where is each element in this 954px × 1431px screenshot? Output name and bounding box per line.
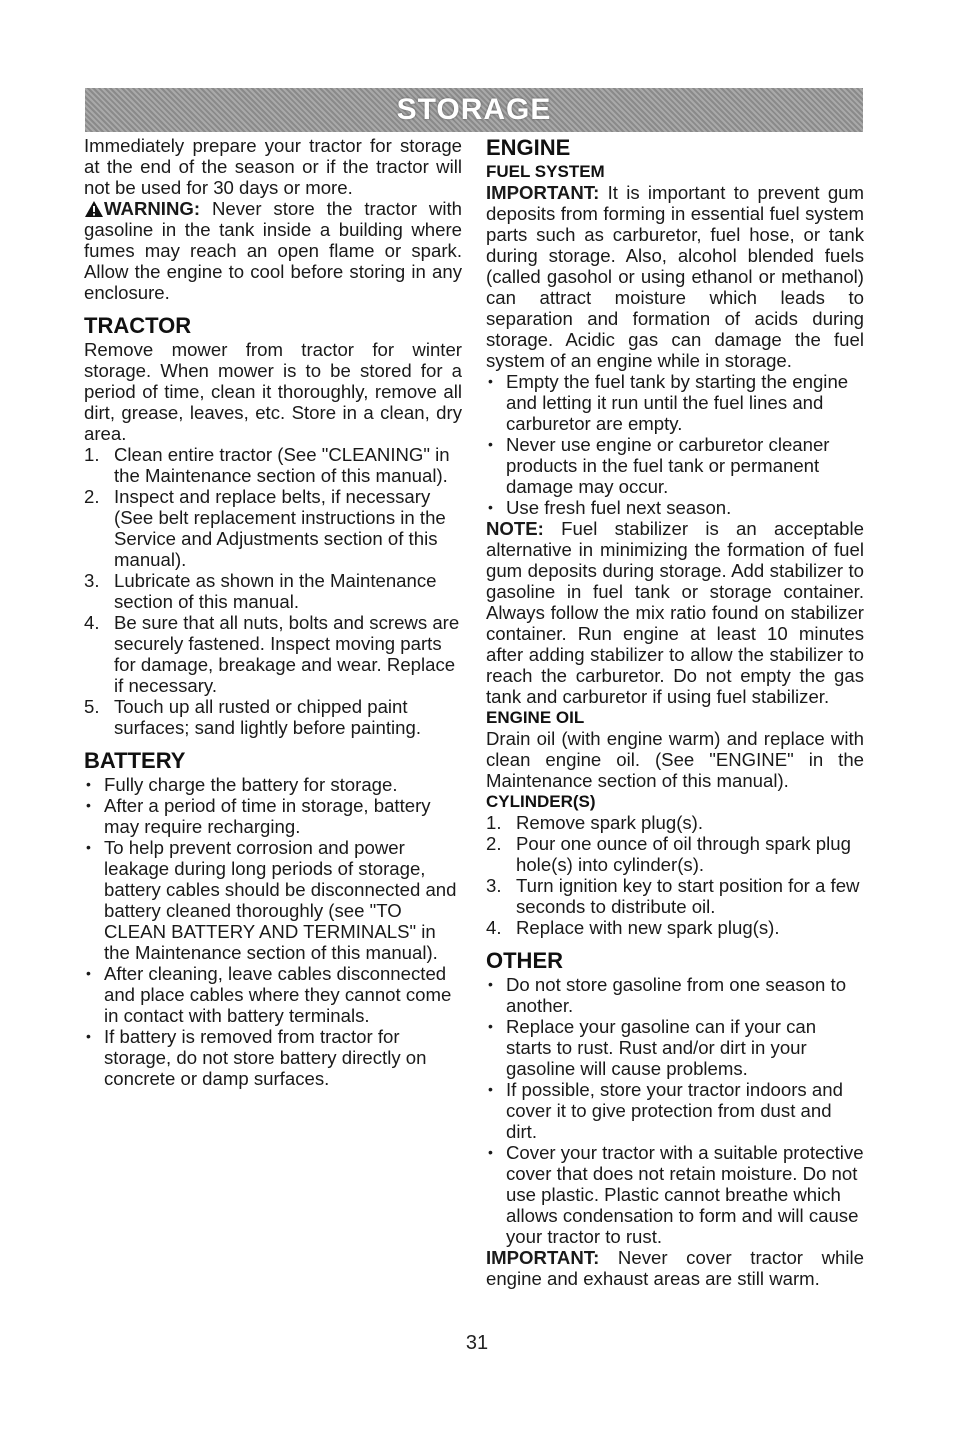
list-item: • Empty the fuel tank by starting the engine and letting it run until the fuel lines and carburetor are empty. (486, 371, 864, 434)
warning-paragraph (84, 198, 462, 303)
intro-paragraph: Immediately prepare your tractor for storage at the end of the season or if the tractor will not be used for 30 days or more. (84, 135, 462, 198)
other-heading: OTHER (486, 948, 563, 973)
warning-label: WARNING: (104, 198, 201, 219)
left-column (84, 135, 462, 1089)
fuel-important-paragraph: IMPORTANT: It is important to prevent gum deposits from forming in essential fuel system parts such as carburetor, fuel hose, or tank during storage. Also, alcohol blended fuels (called gasohol or using ethanol or methanol) can attract moisture which leads to separation and formation of acids during storage. Acidic gas can damage the fuel system of an engine while in storage. (486, 182, 864, 371)
list-item: 4. Replace with new spark plug(s). (486, 917, 780, 938)
battery-heading: BATTERY (84, 748, 186, 773)
tractor-steps (84, 444, 462, 738)
engine-heading: ENGINE (486, 135, 571, 160)
list-item: • Cover your tractor with a suitable protective cover that does not retain moisture. Do not use plastic. Plastic cannot breathe which allows condensation to form and will cause your tractor to rust. (486, 1142, 864, 1247)
list-item: • If battery is removed from tractor for storage, do not store battery directly on concrete or damp surfaces. (84, 1026, 462, 1089)
warning-text: Never store the tractor with gasoline in the tank inside a building where fumes may reach an open flame or spark. Allow the engine to cool before storing in any enclosure. (84, 198, 462, 303)
list-item: 3. Lubricate as shown in the Maintenance section of this manual. (84, 570, 437, 612)
cylinders-steps (486, 812, 864, 938)
page-title: STORAGE (396, 93, 552, 126)
right-column (486, 135, 864, 1289)
list-item: • To help prevent corrosion and power leakage during long periods of storage, battery cables should be disconnected and battery cleaned thoroughly (see "TO CLEAN BATTERY AND TERMINALS" in the Maintenance section of this manual). (84, 837, 462, 963)
list-item: • Use fresh fuel next season. (486, 497, 864, 518)
list-item: • Replace your gasoline can if your can starts to rust. Rust and/or dirt in your gasoline will cause problems. (486, 1016, 864, 1079)
list-item: 1. Remove spark plug(s). (486, 812, 704, 833)
engine-oil-heading: ENGINE OIL (486, 708, 585, 727)
other-list (486, 974, 864, 1247)
page-number: 31 (465, 1332, 489, 1354)
tractor-heading: TRACTOR (84, 313, 192, 338)
list-item: • After cleaning, leave cables disconnected and place cables where they cannot come in contact with battery terminals. (84, 963, 462, 1026)
fuel-system-list (486, 371, 864, 518)
warning-icon (84, 200, 104, 218)
fuel-system-heading: FUEL SYSTEM (486, 162, 605, 181)
section-banner (85, 88, 863, 132)
fuel-note-paragraph: NOTE: Fuel stabilizer is an acceptable alternative in minimizing the formation of fuel gum deposits during storage. Add stabilizer to gasoline in fuel tank or storage container. Always follow the mix ratio found on stabilizer container. Run engine at least 10 minutes after adding stabilizer to allow the stabilizer to reach the carburetor. Do not empty the gas tank and carburetor if using fuel stabilizer. (486, 518, 864, 707)
tractor-paragraph: Remove mower from tractor for winter storage. When mower is to be stored for a period of time, clean it thoroughly, remove all dirt, grease, leaves, etc. Store in a clean, dry area. (84, 339, 462, 444)
list-item: 1. Clean entire tractor (See "CLEANING" in the Maintenance section of this manual). (84, 444, 450, 486)
list-item: 3. Turn ignition key to start position for a few seconds to distribute oil. (486, 875, 860, 917)
list-item: 5. Touch up all rusted or chipped paint surfaces; sand lightly before painting. (84, 696, 421, 738)
list-item: • Never use engine or carburetor cleaner products in the fuel tank or permanent damage may occur. (486, 434, 864, 497)
list-item: 4. Be sure that all nuts, bolts and screws are securely fastened. Inspect moving parts for damage, breakage and wear. Replace if necessary. (84, 612, 460, 696)
list-item: • After a period of time in storage, battery may require recharging. (84, 795, 462, 837)
list-item: 2. Pour one ounce of oil through spark plug hole(s) into cylinder(s). (486, 833, 851, 875)
battery-list (84, 774, 462, 1089)
list-item: 2. Inspect and replace belts, if necessary (See belt replacement instructions in the Service and Adjustments section of this manual). (84, 486, 446, 570)
list-item: • Do not store gasoline from one season to another. (486, 974, 864, 1016)
list-item: • Fully charge the battery for storage. (84, 774, 462, 795)
list-item: • If possible, store your tractor indoors and cover it to give protection from dust and dirt. (486, 1079, 864, 1142)
engine-oil-paragraph: Drain oil (with engine warm) and replace with clean engine oil. (See "ENGINE" in the Maintenance section of this manual). (486, 728, 864, 791)
other-important-paragraph: IMPORTANT: Never cover tractor while engine and exhaust areas are still warm. (486, 1247, 864, 1289)
cylinders-heading: CYLINDER(S) (486, 792, 596, 811)
